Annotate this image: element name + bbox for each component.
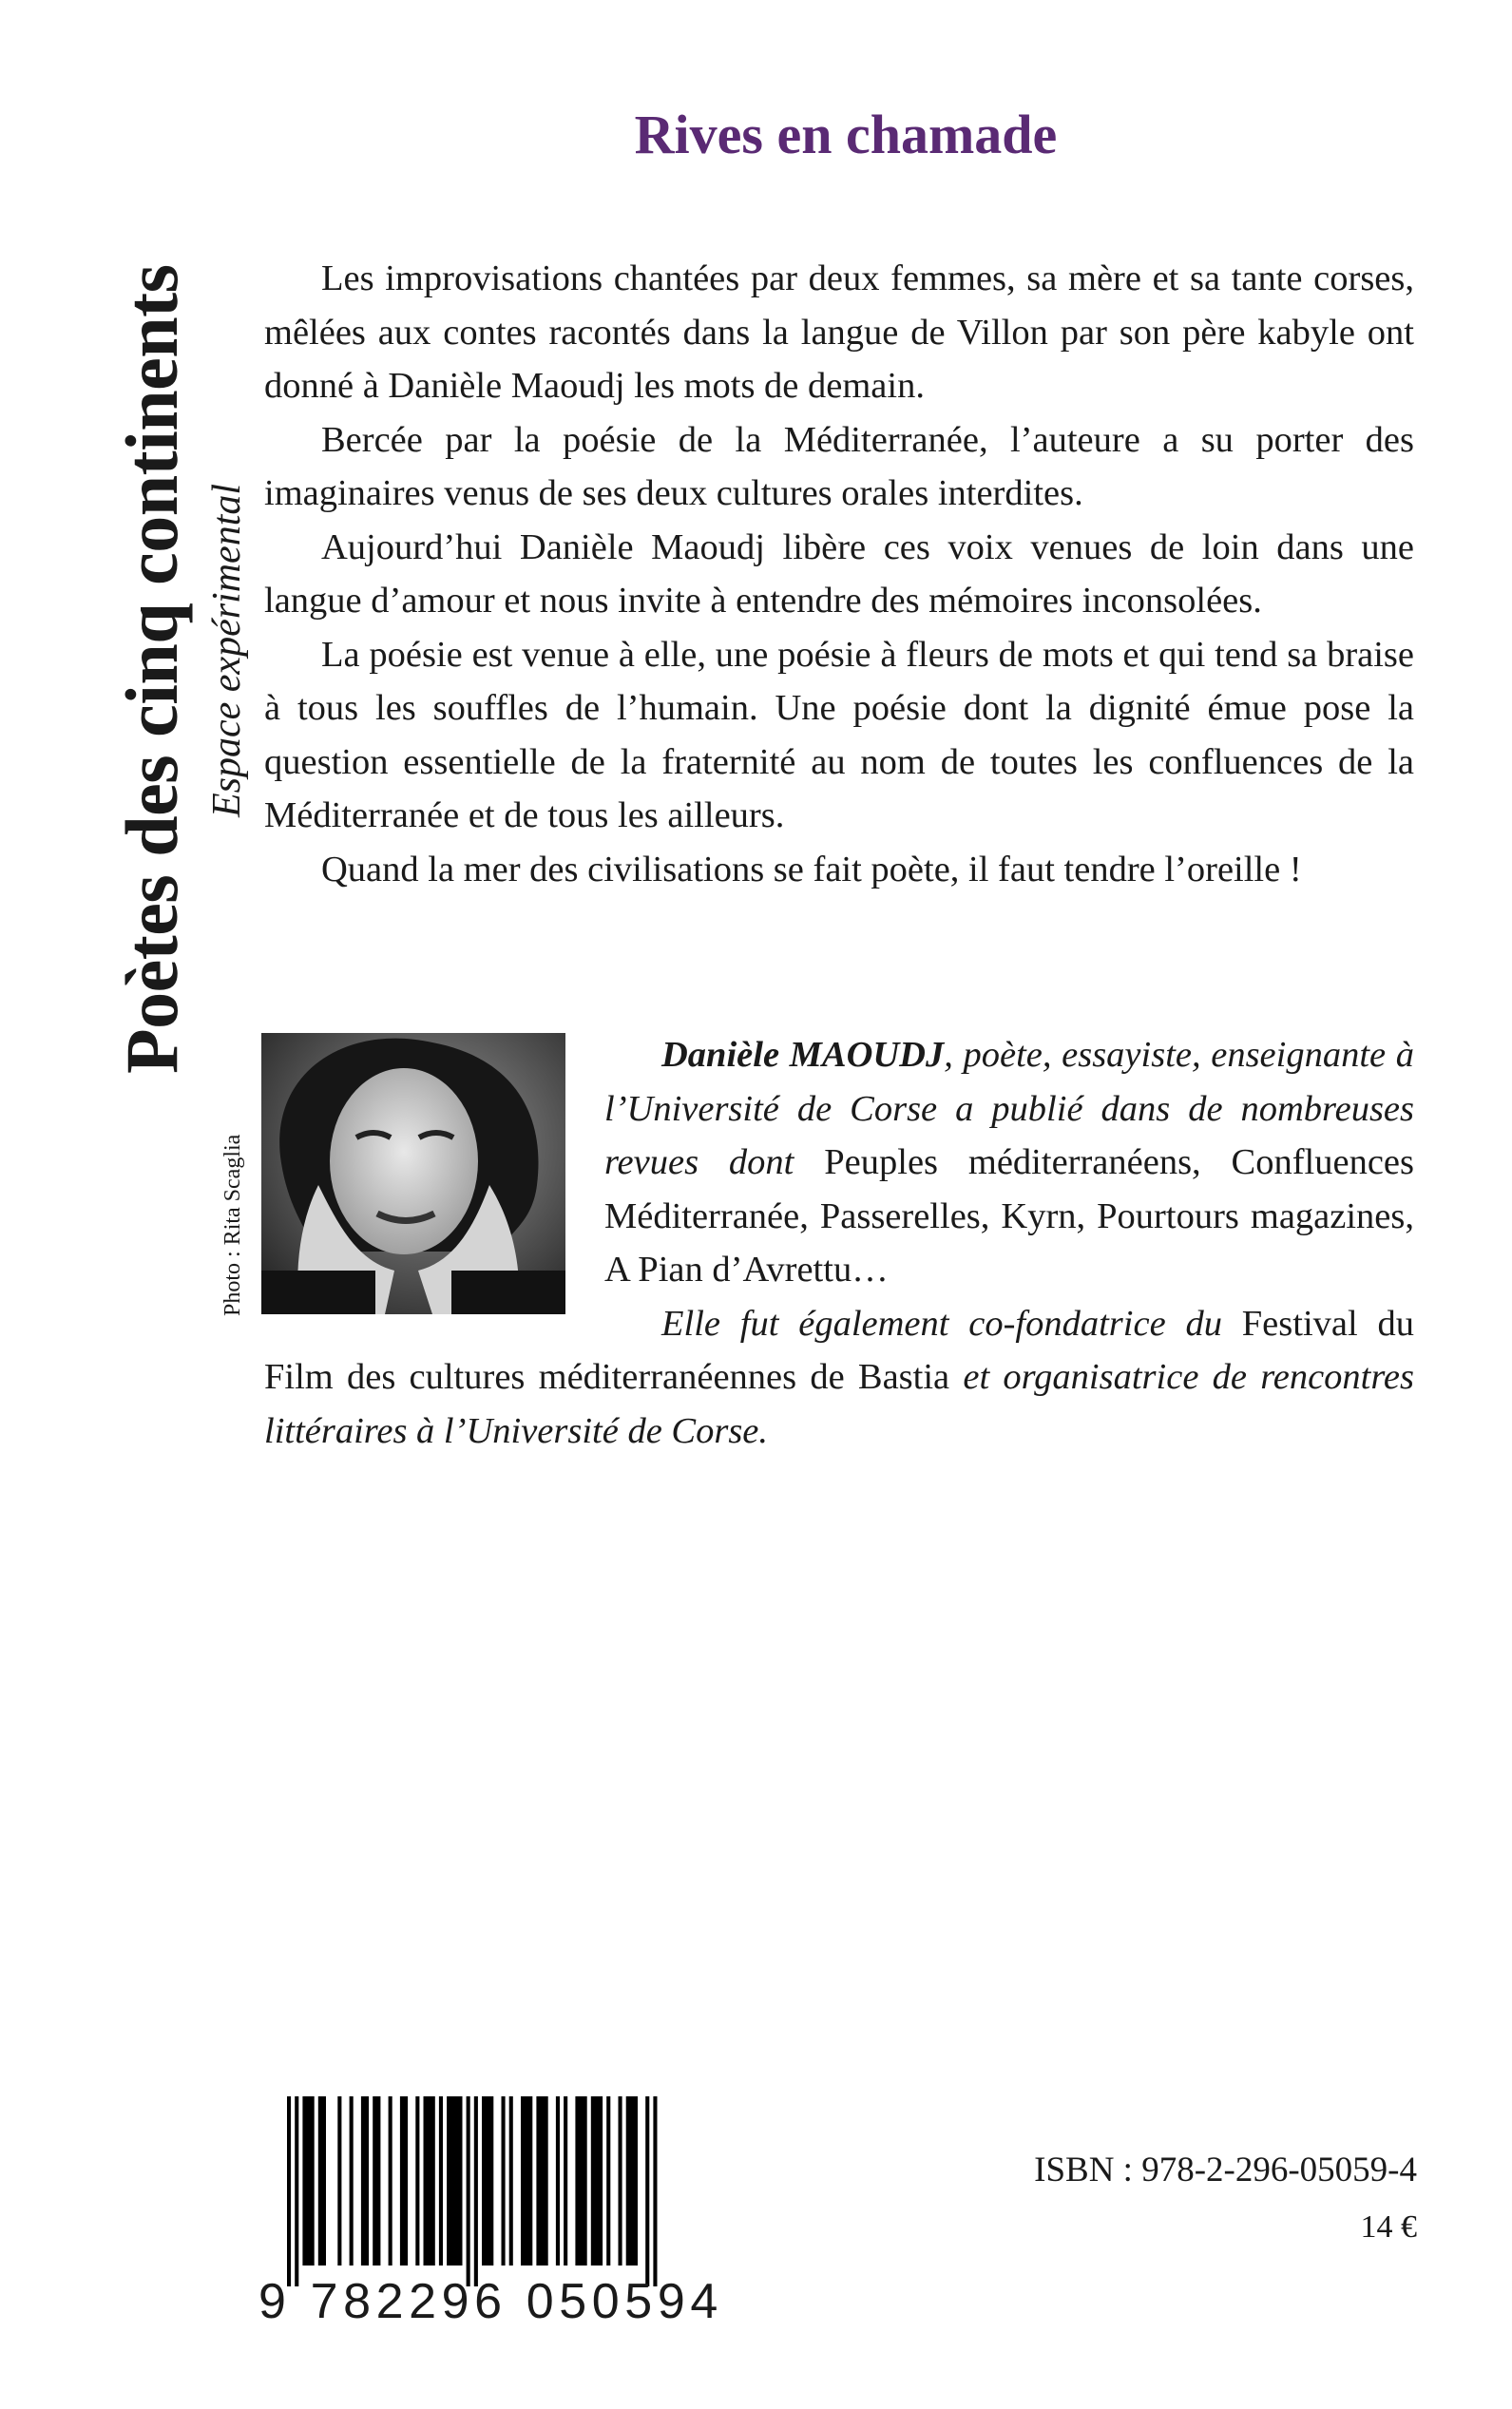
barcode-bar [424, 2096, 435, 2266]
barcode-guard-bar [653, 2096, 657, 2286]
barcode-bar [389, 2096, 392, 2266]
author-name: Danièle MAOUDJ [661, 1035, 945, 1075]
barcode-bar [556, 2096, 560, 2266]
barcode-guard-bar [467, 2096, 470, 2286]
barcode-bar [536, 2096, 547, 2266]
barcode-guard-bar [645, 2096, 649, 2286]
barcode-bar [350, 2096, 354, 2266]
series-title: Poètes des cinq continents [110, 264, 193, 1074]
barcode-digits: 9 782296 050594 [258, 2274, 723, 2329]
bio-journals: Peuples méditerranéens, Confluences Méditerranée, Passerelles, Kyrn, Pourtours magazines, A Pian d’Avrettu… [604, 1142, 1414, 1290]
isbn: ISBN : 978-2-296-05059-4 [1034, 2151, 1417, 2189]
blurb-paragraph: Bercée par la poésie de la Méditerranée, l’auteure a su porter des imaginaires venus de ses deux cultures orales interdites. [264, 419, 1414, 513]
spine [57, 114, 249, 1074]
series-subtitle: Espace expérimental [205, 483, 249, 817]
bio-p2-outro: et organisatrice de rencontres littéraires à l’Université de Corse. [264, 1357, 1414, 1451]
price: 14 € [1360, 2209, 1417, 2245]
barcode-bars [258, 2096, 677, 2286]
barcode-bar [302, 2096, 314, 2266]
barcode-bar [439, 2096, 443, 2266]
blurb-paragraph: La poésie est venue à elle, une poésie à fleurs de mots et qui tend sa braise à tous les souffles de l’humain. Une poésie dont la dignité émue pose la question essentielle de la fraternité au nom de toutes les confluences de la Méditerranée et de tous les ailleurs. [264, 634, 1414, 835]
barcode [258, 2096, 723, 2339]
barcode-bar [337, 2096, 341, 2266]
barcode-bar [482, 2096, 493, 2266]
barcode-bar [619, 2096, 622, 2266]
bio-intro: , poète, essayiste, enseignante à l’Université de Corse a publié dans de nombreuses revues dont [604, 1035, 1415, 1182]
bio-p2-intro: Elle fut également co-fondatrice du [661, 1303, 1222, 1344]
blurb-paragraph: Aujourd’hui Danièle Maoudj libère ces voix venues de loin dans une langue d’amour et nous invite à entendre des mémoires inconsolées. [264, 526, 1414, 621]
barcode-bar [502, 2096, 506, 2266]
barcode-bar [400, 2096, 408, 2266]
author-photo [261, 1033, 565, 1314]
barcode-bar [521, 2096, 532, 2266]
barcode-bar [564, 2096, 567, 2266]
barcode-bar [591, 2096, 603, 2266]
barcode-guard-bar [474, 2096, 478, 2286]
barcode-guard-bar [295, 2096, 298, 2286]
blurb [264, 252, 1414, 896]
blurb-paragraph: Les improvisations chantées par deux femmes, sa mère et sa tante corses, mêlées aux contes racontés dans la langue de Villon par son père kabyle ont donné à Danièle Maoudj les mots de demain. [264, 258, 1414, 406]
barcode-bar [575, 2096, 586, 2266]
blurb-paragraph: Quand la mer des civilisations se fait poète, il faut tendre l’oreille ! [321, 849, 1302, 889]
barcode-bar [447, 2096, 462, 2266]
photo-credit: Photo : Rita Scaglia [220, 1134, 245, 1316]
barcode-bar [626, 2096, 638, 2266]
book-title: Rives en chamade [634, 104, 1058, 165]
bio-festival: Festival du Film des cultures méditerranéennes de Bastia [264, 1303, 1414, 1397]
barcode-bar [318, 2096, 326, 2266]
barcode-bar [361, 2096, 369, 2266]
barcode-bar [415, 2096, 419, 2266]
barcode-bar [373, 2096, 380, 2266]
barcode-bar [606, 2096, 610, 2266]
barcode-guard-bar [287, 2096, 291, 2286]
barcode-bar [509, 2096, 513, 2266]
